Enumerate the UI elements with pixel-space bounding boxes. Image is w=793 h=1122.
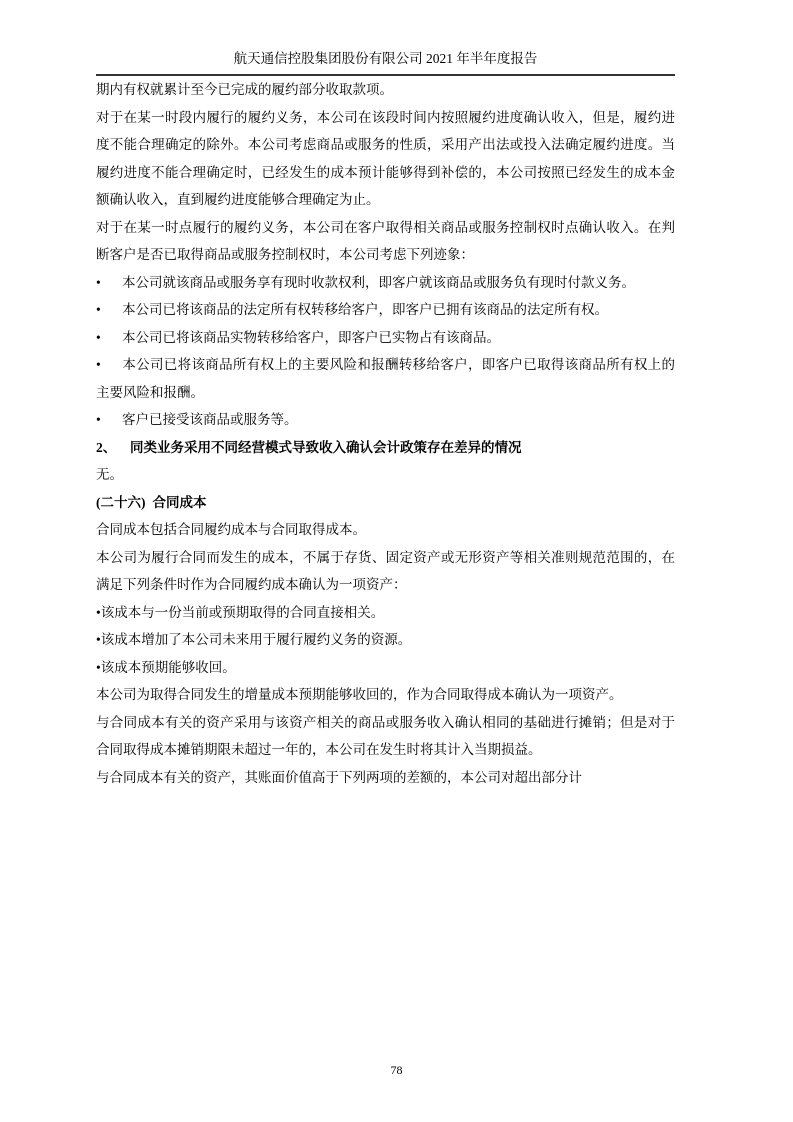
section-26-title: 合同成本 bbox=[152, 494, 207, 510]
page-content bbox=[96, 76, 675, 791]
control-indicators-list bbox=[96, 269, 675, 434]
paragraph-fulfilment-cost-criteria: 本公司为履行合同而发生的成本，不属于存货、固定资产或无形资产等相关准则规范范围的，在满足下列条件时作为合同履约成本确认为一项资产： bbox=[96, 549, 675, 592]
bullet-icon: • bbox=[96, 302, 101, 317]
list-item: •该成本预期能够收回。 bbox=[96, 659, 236, 675]
paragraph-contract-cost-scope: 合同成本包括合同履约成本与合同取得成本。 bbox=[96, 522, 366, 537]
list-item-text: 本公司已将该商品的法定所有权转移给客户，即客户已拥有该商品的法定所有权。 bbox=[122, 302, 608, 317]
section-2-number: 2、 bbox=[96, 439, 117, 455]
section-2-title: 同类业务采用不同经营模式导致收入确认会计政策存在差异的情况 bbox=[130, 439, 522, 455]
bullet-icon: • bbox=[96, 357, 101, 372]
list-item-text: 本公司已将该商品所有权上的主要风险和报酬转移给客户，即客户已取得该商品所有权上的主要风险和报酬。 bbox=[96, 357, 675, 400]
list-item-text: 本公司已将该商品实物转移给客户，即客户已实物占有该商品。 bbox=[122, 329, 500, 345]
paragraph-point-in-time-obligation: 对于在某一时点履行的履约义务，本公司在客户取得相关商品或服务控制权时点确认收入。在判断客户是否已取得商品或服务控制权时，本公司考虑下列迹象： bbox=[96, 219, 675, 262]
section-26-body bbox=[96, 516, 675, 791]
list-item bbox=[96, 406, 675, 434]
list-item bbox=[96, 324, 675, 352]
list-item: •该成本增加了本公司未来用于履行履约义务的资源。 bbox=[96, 632, 412, 647]
footer-page-number: 78 bbox=[390, 1063, 403, 1077]
bullet-icon: • bbox=[96, 412, 101, 427]
paragraph-impairment: 与合同成本有关的资产，其账面价值高于下列两项的差额的，本公司对超出部分计 bbox=[96, 769, 582, 785]
page-footer bbox=[0, 1062, 793, 1078]
list-item bbox=[96, 351, 675, 406]
section-2-heading bbox=[96, 434, 675, 462]
section-26-heading bbox=[96, 489, 675, 517]
list-item-text: 本公司就该商品或服务享有现时收款权利，即客户就该商品或服务负有现时付款义务。 bbox=[122, 274, 635, 290]
bullet-icon: • bbox=[96, 329, 101, 345]
paragraph-amortisation: 与合同成本有关的资产采用与该资产相关的商品或服务收入确认相同的基础进行摊销；但是对于合同取得成本摊销期限未超过一年的，本公司在发生时将其计入当期损益。 bbox=[96, 714, 675, 757]
list-item: •该成本与一份当前或预期取得的合同直接相关。 bbox=[96, 604, 385, 620]
page-header bbox=[96, 0, 675, 76]
section-26-number: (二十六) bbox=[96, 494, 146, 510]
list-item-text: 客户已接受该商品或服务等。 bbox=[122, 412, 298, 427]
bullet-icon: • bbox=[96, 274, 101, 290]
report-title: 航天通信控股集团股份有限公司 2021 年半年度报告 bbox=[233, 51, 538, 66]
paragraph-over-time-obligation: 对于在某一时段内履行的履约义务，本公司在该段时间内按照履约进度确认收入，但是，履约进度不能合理确定的除外。本公司考虑商品或服务的性质，采用产出法或投入法确定履约进度。当履约进度不能合理确定时，已经发生的成本预计能够得到补偿的，本公司按照已经发生的成本金额确认收入，直到履约进度能够合理确定为止。 bbox=[96, 109, 675, 207]
section-2-content: 无。 bbox=[96, 467, 123, 482]
paragraph-entitled-payment: 期内有权就累计至今已完成的履约部分收取款项。 bbox=[96, 82, 393, 97]
list-item bbox=[96, 269, 675, 297]
paragraph-incremental-cost: 本公司为取得合同发生的增量成本预期能够收回的，作为合同取得成本确认为一项资产。 bbox=[96, 687, 623, 702]
list-item bbox=[96, 296, 675, 324]
